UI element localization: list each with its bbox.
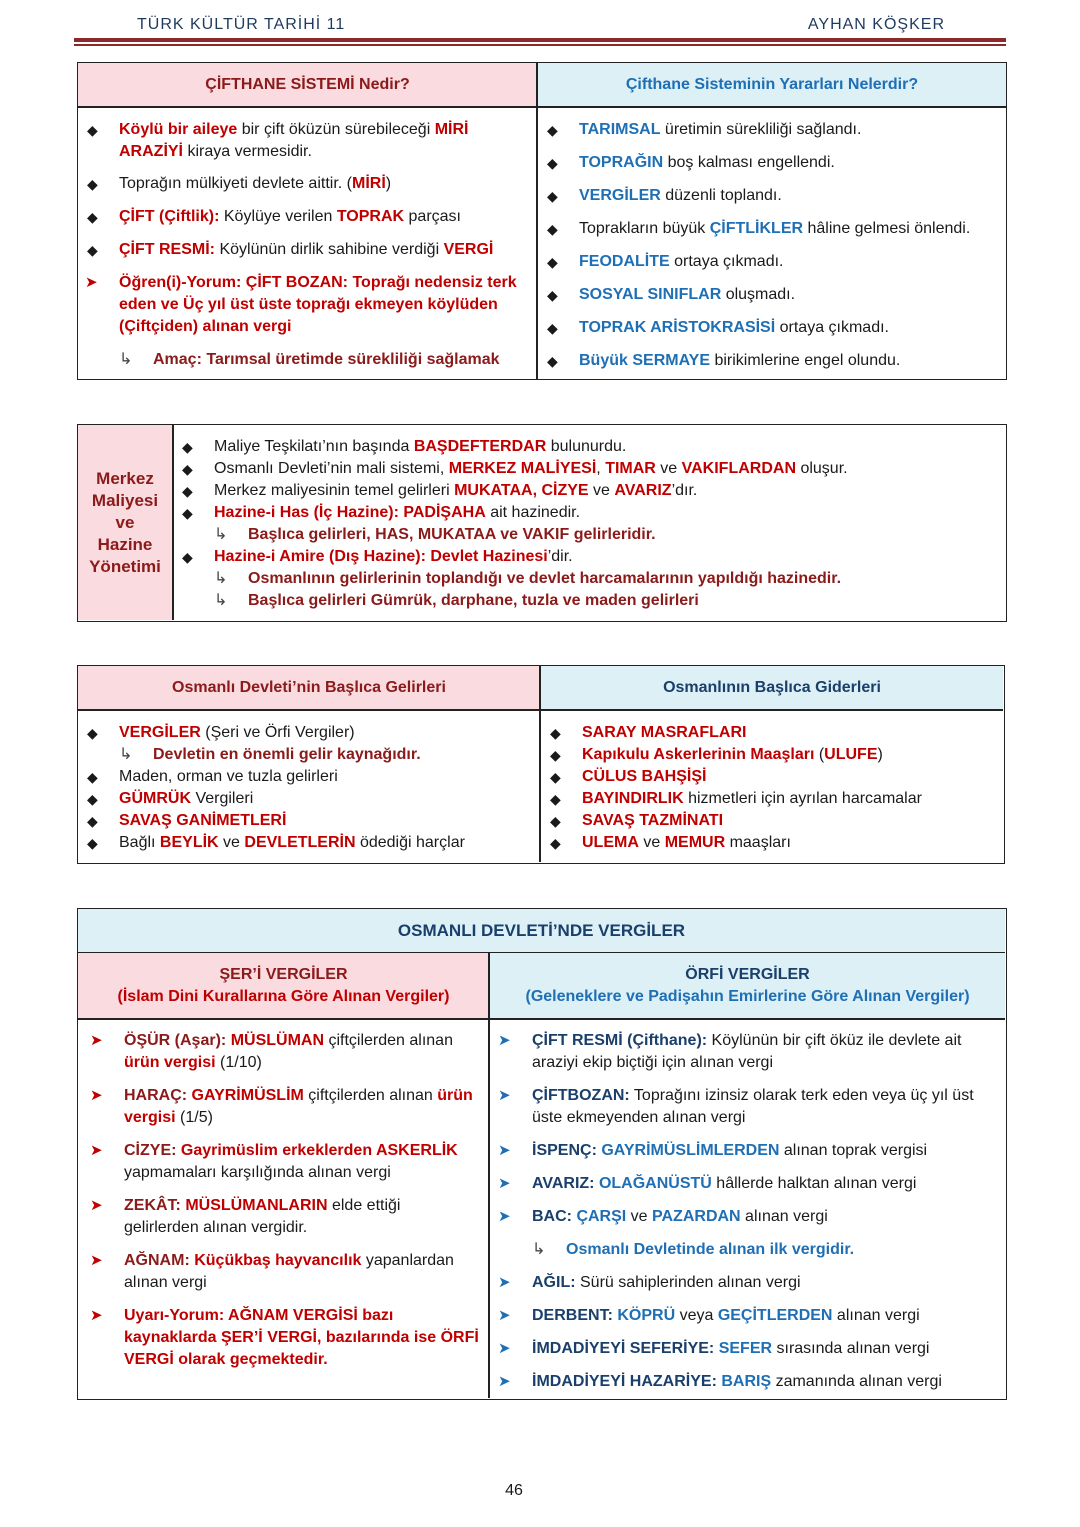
- list-item: ➤ İSPENÇ: GAYRİMÜSLİMLERDEN alınan toprak vergisi: [498, 1142, 928, 1159]
- list-item: ➤ ÇİFTBOZAN: Toprağını izinsiz olarak terk eden veya üç yıl üst üste ekmeyenden alınan vergi: [498, 1087, 974, 1126]
- list-item: ➤ AVARIZ: OLAĞANÜSTÜ hâllerde halktan alınan vergi: [498, 1175, 917, 1192]
- list-item: ↳ Osmanlı Devletinde alınan ilk vergidir.: [490, 1239, 1002, 1261]
- gelir-header: Osmanlı Devleti’nin Başlıca Gelirleri: [78, 666, 540, 710]
- list-item: ➤ Öğren(i)-Yorum: ÇİFT BOZAN: Toprağı nedensiz terk eden ve Üç yıl üst üste toprağı ekmeyen köylüden (Çiftçiden) alınan vergi: [85, 274, 517, 335]
- list-item: ◆ FEODALİTE ortaya çıkmadı.: [547, 253, 784, 270]
- list-item: ◆ Maden, orman ve tuzla gelirleri: [87, 768, 338, 785]
- list-item: ◆ Osmanlı Devleti’nin mali sistemi, MERKEZ MALİYESİ, TIMAR ve VAKIFLARDAN oluşur.: [182, 460, 848, 477]
- book-title: TÜRK KÜLTÜR TARİHİ 11: [137, 16, 346, 33]
- list-item: ◆ Bağlı BEYLİK ve DEVLETLERİN ödediği harçlar: [87, 834, 465, 851]
- list-item: ↳ Devletin en önemli gelir kaynağıdır.: [77, 744, 537, 766]
- list-item: ➤ CİZYE: Gayrimüslim erkeklerden ASKERLİK yapmamaları karşılığında alınan vergi: [90, 1142, 458, 1181]
- header-rule-thin: [74, 44, 1006, 46]
- seri-header: ŞER’İ VERGİLER (İslam Dini Kurallarına Göre Alınan Vergiler): [78, 953, 489, 1018]
- list-item: ◆ GÜMRÜK Vergileri: [87, 790, 254, 807]
- list-item: ↳ Başlıca gelirleri Gümrük, darphane, tuzla ve maden gelirleri: [172, 590, 1002, 612]
- gelir-list: [77, 722, 537, 854]
- list-item: ↳ Amaç: Tarımsal üretimde sürekliliği sağlamak: [77, 349, 532, 371]
- list-item: ◆ CÜLUS BAHŞİŞİ: [550, 768, 707, 785]
- list-item: ◆ Köylü bir aileye bir çift öküzün sürebileceği MİRİ ARAZİYİ kiraya vermesidir.: [87, 121, 469, 160]
- cifthane-definition-list: [77, 119, 532, 371]
- list-item: ◆ TOPRAĞIN boş kalması engellendi.: [547, 154, 835, 171]
- list-item: ➤ BAC: ÇARŞI ve PAZARDAN alınan vergi: [498, 1208, 828, 1225]
- orfi-vergiler-list: [490, 1030, 1002, 1393]
- list-item: ➤ İMDADİYEYİ HAZARİYE: BARIŞ zamanında alınan vergi: [498, 1373, 942, 1390]
- list-item: ◆ Büyük SERMAYE birikimlerine engel olundu.: [547, 352, 901, 369]
- list-item: ◆ VERGİLER düzenli toplandı.: [547, 187, 782, 204]
- list-item: ◆ Hazine-i Amire (Dış Hazine): Devlet Hazinesi’dir.: [182, 548, 573, 565]
- arrow-icon: ↳: [532, 1241, 546, 1258]
- list-item: ◆ ULEMA ve MEMUR maaşları: [550, 834, 791, 851]
- page-number: 46: [505, 1482, 523, 1499]
- arrow-icon: ↳: [119, 351, 133, 368]
- list-item: ➤ ZEKÂT: MÜSLÜMANLARIN elde ettiği gelirlerden alınan vergidir.: [90, 1197, 401, 1236]
- list-item: ◆ SAVAŞ GANİMETLERİ: [87, 812, 287, 829]
- cifthane-left-header: ÇİFTHANE SİSTEMİ Nedir?: [78, 63, 537, 107]
- arrow-icon: ↳: [119, 746, 133, 763]
- list-item: ◆ Maliye Teşkilatı’nın başında BAŞDEFTERDAR bulunurdu.: [182, 438, 627, 455]
- list-item: ◆ TARIMSAL üretimin sürekliliği sağlandı.: [547, 121, 862, 138]
- author-name: AYHAN KÖŞKER: [807, 16, 945, 33]
- list-item: ➤ HARAÇ: GAYRİMÜSLİM çiftçilerden alınan ürün vergisi (1/5): [90, 1087, 473, 1126]
- list-item: ◆ SOSYAL SINIFLAR oluşmadı.: [547, 286, 796, 303]
- list-item: ◆ SARAY MASRAFLARI: [550, 724, 747, 741]
- list-item: ➤ AĞIL: Sürü sahiplerinden alınan vergi: [498, 1274, 801, 1291]
- list-item: ◆ BAYINDIRLIK hizmetleri için ayrılan harcamalar: [550, 790, 922, 807]
- maliye-list: [172, 436, 1002, 612]
- list-item: ↳ Başlıca gelirleri, HAS, MUKATAA ve VAKIF gelirleridir.: [172, 524, 1002, 546]
- arrow-icon: ↳: [214, 570, 228, 587]
- list-item: ◆ Toprakların büyük ÇİFTLİKLER hâline gelmesi önlendi.: [547, 220, 971, 237]
- list-item: ◆ Toprağın mülkiyeti devlete aittir. (MİRİ): [87, 175, 392, 192]
- gider-list: [540, 722, 1000, 854]
- list-item: ➤ ÖŞÜR (Aşar): MÜSLÜMAN çiftçilerden alınan ürün vergisi (1/10): [90, 1032, 453, 1071]
- list-item: ◆ TOPRAK ARİSTOKRASİSİ ortaya çıkmadı.: [547, 319, 889, 336]
- list-item: ↳ Osmanlının gelirlerinin toplandığı ve devlet harcamalarının yapıldığı hazinedir.: [172, 568, 1002, 590]
- orfi-header: ÖRFİ VERGİLER (Geleneklere ve Padişahın Emirlerine Göre Alınan Vergiler): [490, 953, 1005, 1018]
- list-item: ◆ ÇİFT (Çiftlik): Köylüye verilen TOPRAK parçası: [87, 208, 461, 225]
- list-item: ◆ Hazine-i Has (İç Hazine): PADİŞAHA ait hazinedir.: [182, 504, 581, 521]
- list-item: ➤ Uyarı-Yorum: AĞNAM VERGİSİ bazı kaynaklarda ŞER’İ VERGİ, bazılarında ise ÖRFİ VERGİ olarak geçmektedir.: [90, 1307, 479, 1368]
- list-item: ◆ SAVAŞ TAZMİNATI: [550, 812, 724, 829]
- vergiler-title: OSMANLI DEVLETİ’NDE VERGİLER: [78, 909, 1005, 952]
- list-item: ➤ ÇİFT RESMİ (Çifthane): Köylünün bir çift öküz ile devlete ait araziyi ekip biçtiği için alınan vergi: [498, 1032, 962, 1071]
- cifthane-benefits-list: [537, 119, 1002, 372]
- list-item: ◆ Merkez maliyesinin temel gelirleri MUKATAA, CİZYE ve AVARIZ’dır.: [182, 482, 698, 499]
- header-rule: [74, 38, 1006, 42]
- list-item: ◆ Kapıkulu Askerlerinin Maaşları (ULUFE): [550, 746, 883, 763]
- list-item: ◆ VERGİLER (Şeri ve Örfi Vergiler): [87, 724, 355, 741]
- list-item: ➤ İMDADİYEYİ SEFERİYE: SEFER sırasında alınan vergi: [498, 1340, 930, 1357]
- list-item: ◆ ÇİFT RESMİ: Köylünün dirlik sahibine verdiği VERGİ: [87, 241, 494, 258]
- arrow-icon: ↳: [214, 592, 228, 609]
- cifthane-right-header: Çifthane Sisteminin Yararları Nelerdir?: [538, 63, 1006, 107]
- gider-header: Osmanlının Başlıca Giderleri: [541, 666, 1003, 710]
- arrow-icon: ↳: [214, 526, 228, 543]
- list-item: ➤ DERBENT: KÖPRÜ veya GEÇİTLERDEN alınan vergi: [498, 1307, 920, 1324]
- seri-vergiler-list: [82, 1030, 487, 1371]
- list-item: ➤ AĞNAM: Küçükbaş hayvancılık yapanlardan alınan vergi: [90, 1252, 454, 1291]
- maliye-label-cell: Merkez Maliyesi ve Hazine Yönetimi: [78, 425, 172, 620]
